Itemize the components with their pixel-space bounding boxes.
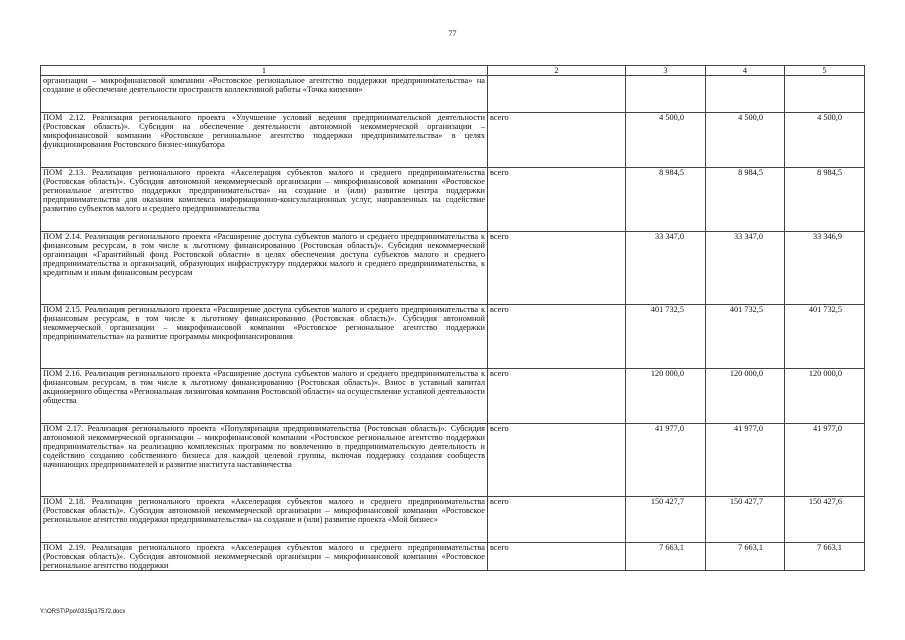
row-value-col-5: 150 427,6 xyxy=(785,497,865,543)
row-value-col-4: 4 500,0 xyxy=(706,113,785,168)
page-number: 77 xyxy=(448,29,457,38)
row-value-col-5 xyxy=(785,76,865,113)
row-value-col-5: 120 000,0 xyxy=(785,369,865,424)
table-row xyxy=(41,168,865,232)
row-funding-source: всего xyxy=(488,232,626,305)
row-value-col-4 xyxy=(706,76,785,113)
row-value-col-5: 401 732,5 xyxy=(785,305,865,369)
row-value-col-5: 33 346,9 xyxy=(785,232,865,305)
row-funding-source: всего xyxy=(488,113,626,168)
row-value-col-3: 33 347,0 xyxy=(626,232,706,305)
row-value-col-4: 41 977,0 xyxy=(706,424,785,497)
row-funding-source: всего xyxy=(488,543,626,571)
header-col-3: 3 xyxy=(626,66,706,76)
table-row xyxy=(41,543,865,571)
row-description: ПОМ 2.16. Реализация регионального проекта «Расширение доступа субъектов малого и среднего предпринимательства к финансовым ресурсам, в том числе к льготному финансированию (Ростовская область)». Взнос в уставный капитал акционерного общества «Региональная лизинговая компания Ростовской области» на осуществление уставной деятельности общества xyxy=(41,369,488,424)
row-funding-source: всего xyxy=(488,305,626,369)
row-value-col-3 xyxy=(626,76,706,113)
row-description: ПОМ 2.17. Реализация регионального проекта «Популяризация предпринимательства (Ростовская область)». Субсидия автономной некоммерческой организации – микрофинансовой компании «Ростовское региональное агентство поддержки предпринимательства» на реализацию комплексных программ по вовлечению в предпринимательскую деятельность и содействию созданию собственного бизнеса для каждой целевой группы, включая поддержку создания сообществ начинающих предпринимателей и развитие института наставничества xyxy=(41,424,488,497)
row-value-col-5: 41 977,0 xyxy=(785,424,865,497)
row-value-col-4: 7 663,1 xyxy=(706,543,785,571)
document-file-path: Y:\ORST\Ppo\0315p175.f2.docx xyxy=(40,609,126,615)
row-funding-source: всего xyxy=(488,497,626,543)
row-value-col-5: 8 984,5 xyxy=(785,168,865,232)
row-description: ПОМ 2.19. Реализация регионального проекта «Акселерация субъектов малого и среднего предпринимательства (Ростовская область)». Субсидия автономной некоммерческой организации – микрофинансовой компании «Ростовское региональное агентство поддержки xyxy=(41,543,488,571)
row-description: организации – микрофинансовой компании «Ростовское региональное агентство поддержки предпринимательства» на создание и обеспечение деятельности пространств коллективной работы «Точка кипения» xyxy=(41,76,488,113)
row-value-col-3: 7 663,1 xyxy=(626,543,706,571)
table-row xyxy=(41,369,865,424)
row-value-col-4: 401 732,5 xyxy=(706,305,785,369)
row-value-col-3: 120 000,0 xyxy=(626,369,706,424)
row-value-col-3: 41 977,0 xyxy=(626,424,706,497)
row-value-col-3: 8 984,5 xyxy=(626,168,706,232)
row-value-col-3: 401 732,5 xyxy=(626,305,706,369)
row-value-col-4: 33 347,0 xyxy=(706,232,785,305)
row-value-col-4: 8 984,5 xyxy=(706,168,785,232)
row-description: ПОМ 2.18. Реализация регионального проекта «Акселерация субъектов малого и среднего предпринимательства (Ростовская область)». Субсидия автономной некоммерческой организации – микрофинансовой компании «Ростовское региональное агентство поддержки предпринимательства» на создание и (или) развитие проекта «Мой бизнес» xyxy=(41,497,488,543)
row-funding-source: всего xyxy=(488,168,626,232)
table-row xyxy=(41,113,865,168)
row-value-col-5: 7 663,1 xyxy=(785,543,865,571)
header-col-2: 2 xyxy=(488,66,626,76)
table-row xyxy=(41,232,865,305)
row-funding-source: всего xyxy=(488,369,626,424)
table-row xyxy=(41,305,865,369)
row-value-col-4: 120 000,0 xyxy=(706,369,785,424)
row-value-col-4: 150 427,7 xyxy=(706,497,785,543)
row-funding-source: всего xyxy=(488,424,626,497)
row-value-col-5: 4 500,0 xyxy=(785,113,865,168)
row-funding-source xyxy=(488,76,626,113)
header-col-1: 1 xyxy=(41,66,488,76)
table-row xyxy=(41,424,865,497)
row-description: ПОМ 2.14. Реализация регионального проекта «Расширение доступа субъектов малого и среднего предпринимательства к финансовым ресурсам, в том числе к льготному финансированию (Ростовская область)». Субсидия некоммерческой организации «Гарантийный фонд Ростовской области» в целях обеспечения доступа субъектов малого и среднего предпринимательства и организаций, образующих инфраструктуру поддержки малого и среднего предпринимательства, к кредитным и иным финансовым ресурсам xyxy=(41,232,488,305)
row-description: ПОМ 2.15. Реализация регионального проекта «Расширение доступа субъектов малого и среднего предпринимательства к финансовым ресурсам, в том числе к льготному финансированию (Ростовская область)». Субсидия автономной некоммерческой организации – микрофинансовой компании «Ростовское региональное агентство поддержки предпринимательства» на развитие программы микрофинансирования xyxy=(41,305,488,369)
row-value-col-3: 4 500,0 xyxy=(626,113,706,168)
row-description: ПОМ 2.13. Реализация регионального проекта «Акселерация субъектов малого и среднего предпринимательства (Ростовская область)». Субсидия автономной некоммерческой организации – микрофинансовой компании «Ростовское региональное агентство поддержки предпринимательства» на создание и (или) развитие центра поддержки предпринимательства для оказания комплекса информационно-консультационных услуг, направленных на содействие развитию субъектов малого и среднего предпринимательства xyxy=(41,168,488,232)
row-description: ПОМ 2.12. Реализация регионального проекта «Улучшение условий ведения предпринимательской деятельности (Ростовская область)». Субсидия на обеспечение деятельности автономной некоммерческой организации – микрофинансовой компании «Ростовское региональное агентство поддержки предпринимательства» в целях функционирования Ростовского бизнес-инкубатора xyxy=(41,113,488,168)
table-row xyxy=(41,76,865,113)
header-col-5: 5 xyxy=(785,66,865,76)
header-col-4: 4 xyxy=(706,66,785,76)
program-funding-table xyxy=(40,65,865,571)
table-row xyxy=(41,497,865,543)
table-header-row xyxy=(41,66,865,76)
row-value-col-3: 150 427,7 xyxy=(626,497,706,543)
